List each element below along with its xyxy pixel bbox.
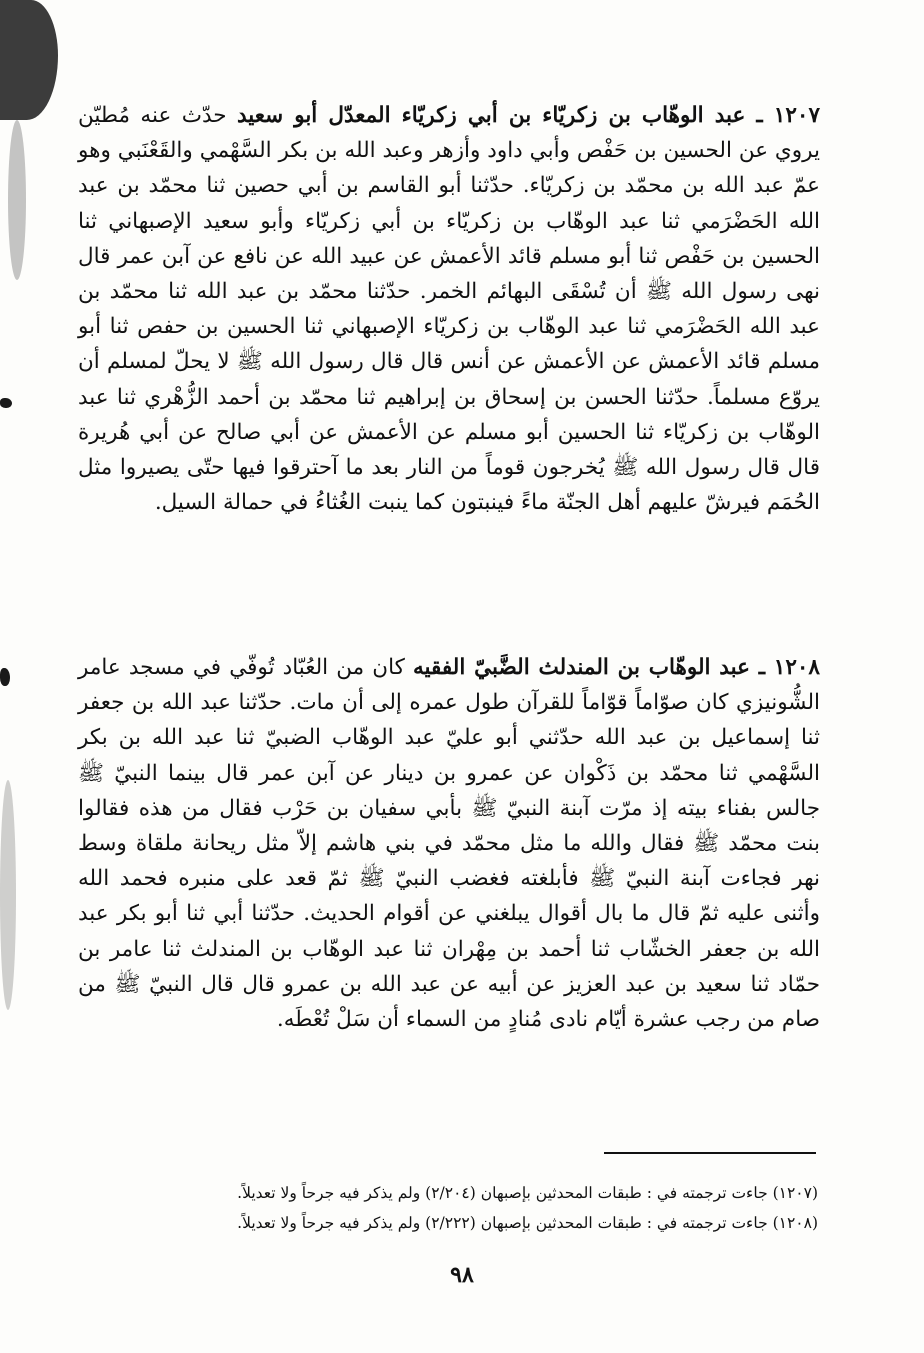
entry-body: حدّث عنه مُطيّن يروي عن الحسين بن حَفْص وأبي داود وأزهر وعبد الله بن بكر السَّهْمي والقَعْنَبي وهو عمّ عبد الله بن محمّد بن زكريّاء. حدّثنا أبو القاسم بن أبي حصين ثنا محمّد بن عبد الله الحَضْرَمي ثنا عبد الوهّاب بن زكريّاء بن أبي زكريّاء وأبو سعيد الإصبهاني ثنا الحسين بن حَفْص ثنا أبو مسلم قائد الأعمش عن عبيد الله عن نافع عن آبن عمر قال نهى رسول الله ﷺ أن تُسْقَى البهائم الخمر. حدّثنا محمّد بن عبد الله ثنا محمّد بن عبد الله الحَضْرَمي ثنا عبد الوهّاب بن زكريّاء الإصبهاني ثنا الحسين بن حفص ثنا أبو مسلم قائد الأعمش عن الأعمش عن أنس قال قال رسول الله ﷺ لا يحلّ لمسلم أن يروّع مسلماً. حدّثنا الحسن بن إسحاق بن إبراهيم ثنا محمّد بن أحمد الزُّهْري ثنا عبد الوهّاب بن زكريّاء ثنا الحسين أبو مسلم عن الأعمش عن أبي صالح عن أبي هُريرة قال قال رسول الله ﷺ يُخرجون قوماً من النار بعد ما آحترقوا فيها حتّى يصيروا مثل الحُمَم فيرشّ عليهم أهل الجنّة ماءً فينبتون كما ينبت الغُثاءُ في حمالة السيل. bbox=[78, 103, 820, 516]
scan-edge-noise bbox=[0, 780, 16, 1010]
footnote: (١٢٠٨) جاءت ترجمته في : طبقات المحدثين بإصبهان (٢/٢٢٢) ولم يذكر فيه جرحاً ولا تعديلاً. bbox=[237, 1214, 818, 1232]
biography-entry bbox=[78, 650, 820, 1037]
biography-entry bbox=[78, 98, 820, 520]
entry-number: ١٢٠٧ bbox=[773, 103, 820, 128]
entry-heading: عبد الوهّاب بن زكريّاء بن أبي زكريّاء المعدّل أبو سعيد bbox=[236, 103, 746, 128]
page-number: ٩٨ bbox=[450, 1262, 474, 1288]
entry-number: ١٢٠٨ bbox=[773, 655, 820, 680]
scan-edge-smudge bbox=[8, 120, 26, 280]
scan-edge-shadow bbox=[0, 0, 58, 120]
footnote-divider bbox=[604, 1152, 816, 1154]
entry-separator: ـ bbox=[745, 103, 774, 128]
entry-paragraph bbox=[78, 650, 820, 1037]
entry-heading: عبد الوهّاب بن المندلث الضَّبيّ الفقيه bbox=[413, 655, 750, 680]
footnote: (١٢٠٧) جاءت ترجمته في : طبقات المحدثين بإصبهان (٢/٢٠٤) ولم يذكر فيه جرحاً ولا تعديلاً. bbox=[237, 1184, 818, 1202]
entry-paragraph bbox=[78, 98, 820, 520]
entry-separator: ـ bbox=[749, 655, 774, 680]
footnotes bbox=[78, 1178, 818, 1238]
entry-body: كان من العُبّاد تُوفّي في مسجد عامر الشُّونيزي كان صوّاماً قوّاماً للقرآن طول عمره إلى أن مات. حدّثنا عبد الله بن جعفر ثنا إسماعيل بن عبد الله حدّثني أبو عليّ عبد الوهّاب الضبيّ ثنا عبد الله بن بكر السَّهْمي ثنا محمّد بن ذَكْوان عن عمرو بن دينار عن آبن عمر قال بينما النبيّ ﷺ جالس بفناء بيته إذ مرّت آبنة النبيّ ﷺ بأبي سفيان بن حَرْب فقال من هذه فقالوا بنت محمّد ﷺ فقال والله ما مثل محمّد في بني هاشم إلاّ مثل ريحانة ملقاة وسط نهر فجاءت آبنة النبيّ ﷺ فأبلغته فغضب النبيّ ﷺ ثمّ قعد على منبره فحمد الله وأثنى عليه ثمّ قال ما بال أقوال يبلغني عن أقوام الحديث. حدّثنا أبي ثنا أبو بكر عبد الله بن جعفر الخشّاب ثنا أحمد بن مِهْران ثنا عبد الوهّاب بن المندلث ثنا عامر بن حمّاد ثنا سعيد بن عبد العزيز عن أبيه عن عبد الله بن عمرو قال قال النبيّ ﷺ من صام من رجب عشرة أيّام نادى مُنادٍ من السماء أن سَلْ تُعْطَه. bbox=[78, 655, 820, 1033]
scan-edge-mark bbox=[0, 398, 12, 408]
scan-edge-mark bbox=[0, 668, 10, 686]
